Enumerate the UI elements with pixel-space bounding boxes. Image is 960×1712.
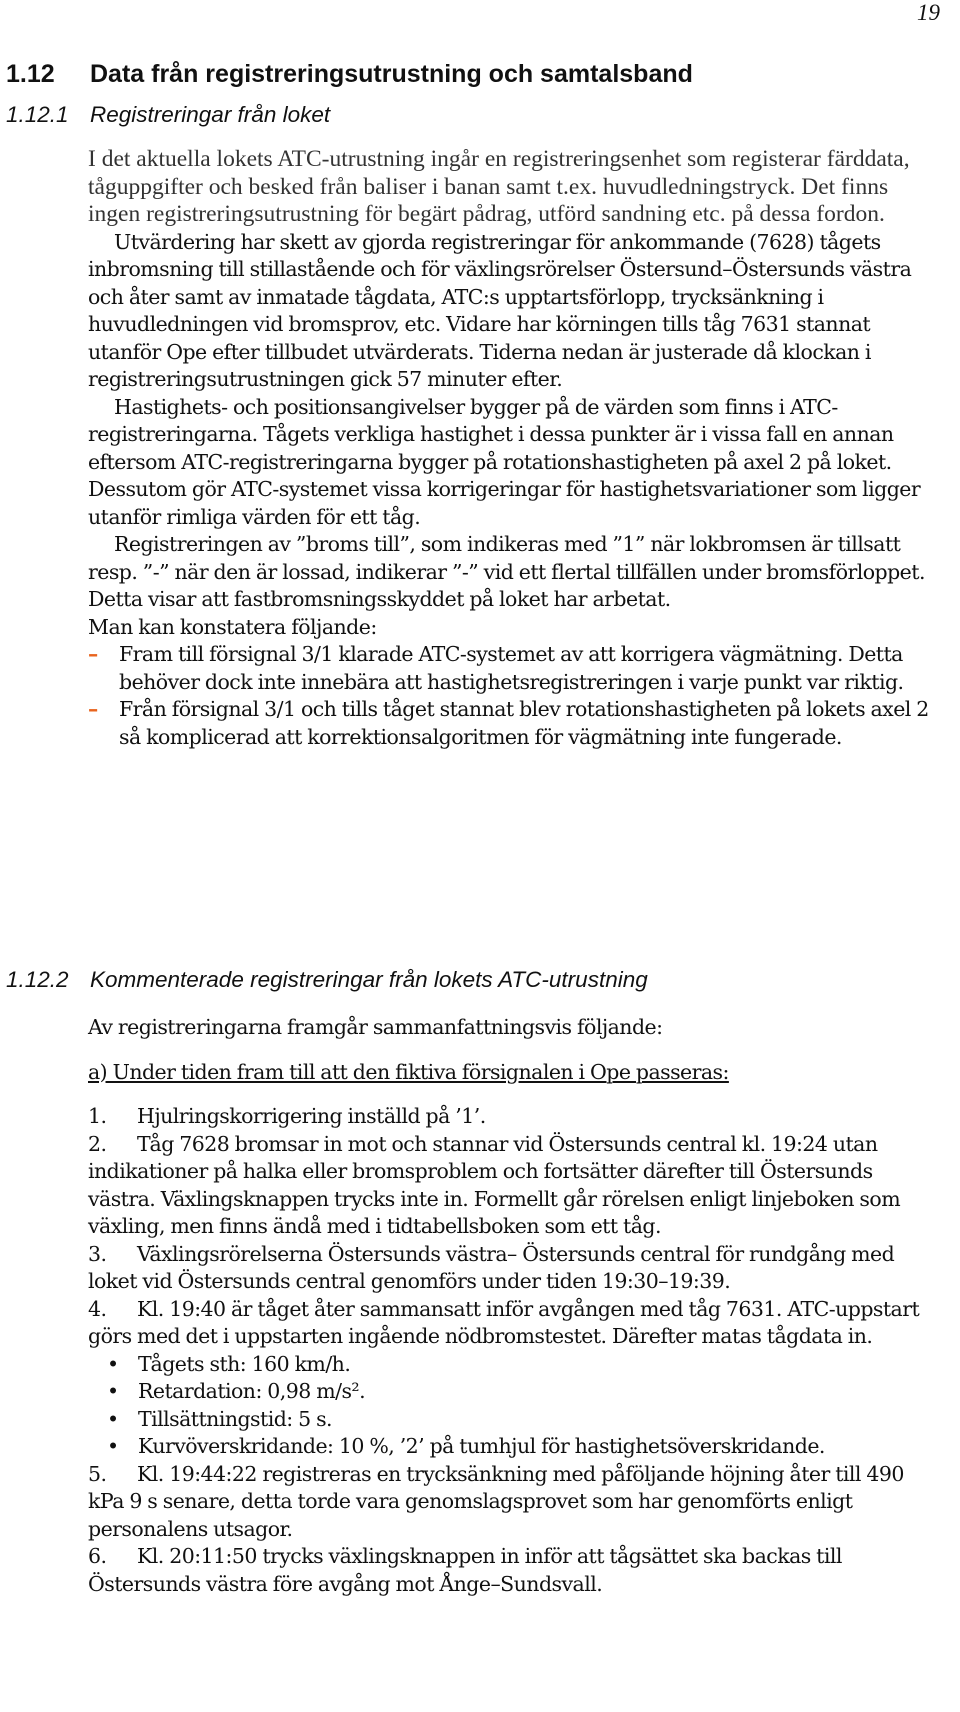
item-text: Kl. 20:11:50 trycks växlingsknappen in inför att tågsättet ska backas till Östersunds västra före avgång mot Ånge–Sundsvall. (88, 1544, 842, 1596)
dash-marker: – (88, 697, 98, 721)
subsection-heading-2 (6, 967, 648, 993)
bullet-text: Retardation: 0,98 m/s². (138, 1379, 366, 1403)
numbered-item (88, 1543, 940, 1598)
subsection-title: Kommenterade registreringar från lokets ATC-utrustning (90, 967, 648, 992)
item-number: 5. (88, 1461, 107, 1486)
item-number: 2. (88, 1131, 107, 1156)
numbered-item (88, 1241, 940, 1296)
dash-item-text: Fram till försignal 3/1 klarade ATC-systemet av att korrigera vägmätning. Detta behöver dock inte innebära att hastighetsregistreringen i varje punkt var riktig. (119, 642, 904, 694)
subsection-number: 1.12.2 (6, 967, 69, 992)
subsection-number: 1.12.1 (6, 102, 69, 127)
subsection-heading-1 (6, 102, 330, 128)
subsection-2-body (88, 1014, 940, 1598)
bullet-text: Tågets sth: 160 km/h. (138, 1351, 351, 1376)
section-heading (6, 60, 693, 89)
section-title: Data från registreringsutrustning och samtalsband (90, 60, 693, 88)
dash-list-item (88, 641, 940, 696)
item-text: Växlingsrörelserna Östersunds västra– Östersunds central för rundgång med loket vid Östersunds central genomförs under tiden 19:30–19:39. (88, 1241, 895, 1293)
bullet-item (88, 1406, 940, 1434)
dash-item-text: Från försignal 3/1 och tills tåget stannat blev rotationshastigheten på lokets axel 2 så komplicerad att korrektionsalgoritmen för vägmätning inte fungerade. (119, 697, 929, 749)
bullet-marker: • (107, 1379, 119, 1403)
bullet-marker: • (107, 1351, 119, 1376)
item-number: 3. (88, 1241, 107, 1266)
list-heading: a) Under tiden fram till att den fiktiva försignalen i Ope passeras: (88, 1059, 729, 1084)
subsection-title: Registreringar från loket (90, 102, 331, 127)
page-number: 19 (917, 0, 940, 25)
item-text: Tåg 7628 bromsar in mot och stannar vid Östersunds central kl. 19:24 utan indikationer på halka eller bromsproblem och fortsätter därefter till Östersunds västra. Växlingsknappen trycks inte in. Formellt går rörelsen enligt linjeboken som växling, men finns ändå med i tidtabellsboken som ett tåg. (88, 1131, 901, 1238)
numbered-item (88, 1103, 940, 1131)
numbered-item (88, 1296, 940, 1351)
bullet-marker: • (107, 1406, 119, 1431)
paragraph: Hastighets- och positionsangivelser bygger på de värden som finns i ATC-registreringarna. Tågets verkliga hastighet i dessa punkter är i vissa fall en annan eftersom ATC-registreringarna bygger på rotationshastigheten på axel 2 på loket. Dessutom gör ATC-systemet vissa korrigeringar för hastighetsvariationer som ligger utanför rimliga värden för ett tåg. (88, 394, 921, 529)
subsection-1-body (88, 146, 940, 751)
item-number: 6. (88, 1544, 107, 1568)
item-number: 1. (88, 1104, 107, 1128)
paragraph: Av registreringarna framgår sammanfattningsvis följande: (88, 1015, 663, 1039)
item-text: Hjulringskorrigering inställd på ’1’. (137, 1104, 486, 1128)
item-text: Kl. 19:40 är tåget åter sammansatt inför avgången med tåg 7631. ATC-uppstart görs med det i uppstarten ingående nödbromstestet. Därefter matas tågdata in. (88, 1296, 920, 1348)
bullet-item (88, 1433, 940, 1461)
section-number: 1.12 (6, 60, 55, 88)
bullet-text: Kurvöverskridande: 10 %, ’2’ på tumhjul för hastighetsöverskridande. (138, 1434, 825, 1458)
dash-marker: – (88, 642, 98, 666)
paragraph: I det aktuella lokets ATC-utrustning ingår en registreringsenhet som registerar färddata, tåguppgifter och besked från baliser i banan samt t.ex. huvudledningstryck. Det finns ingen registreringsutrustning för begärt pådrag, utförd sandning etc. på dessa fordon. (88, 146, 910, 227)
numbered-item (88, 1461, 940, 1544)
paragraph: Utvärdering har skett av gjorda registreringar för ankommande (7628) tågets inbromsning till stillastående och för växlingsrörelser Östersund–Östersunds västra och åter samt av inmatade tågdata, ATC:s upptartsförlopp, trycksänkning i huvudledningen vid bromsprov, etc. Vidare har körningen tills tåg 7631 stannat utanför Ope efter tillbudet utvärderats. Tiderna nedan är justerade då klockan i registreringsutrustningen gick 57 minuter efter. (88, 229, 912, 391)
paragraph: Man kan konstatera följande: (88, 614, 377, 639)
item-text: Kl. 19:44:22 registreras en trycksänkning med påföljande höjning åter till 490 kPa 9 s senare, detta torde vara genomslagsprovet som har genomförts enligt personalens utsagor. (88, 1461, 904, 1541)
paragraph: Registreringen av ”broms till”, som indikeras med ”1” när lokbromsen är tillsatt resp. ”-” när den är lossad, indikerar ”-” vid ett flertal tillfällen under bromsförloppet. Detta visar att fastbromsningsskyddet på loket har arbetat. (88, 532, 925, 611)
numbered-item (88, 1131, 940, 1241)
bullet-item (88, 1378, 940, 1406)
item-number: 4. (88, 1296, 107, 1321)
bullet-marker: • (107, 1434, 119, 1458)
bullet-item (88, 1351, 940, 1379)
dash-list-item (88, 696, 940, 751)
bullet-text: Tillsättningstid: 5 s. (138, 1406, 333, 1431)
